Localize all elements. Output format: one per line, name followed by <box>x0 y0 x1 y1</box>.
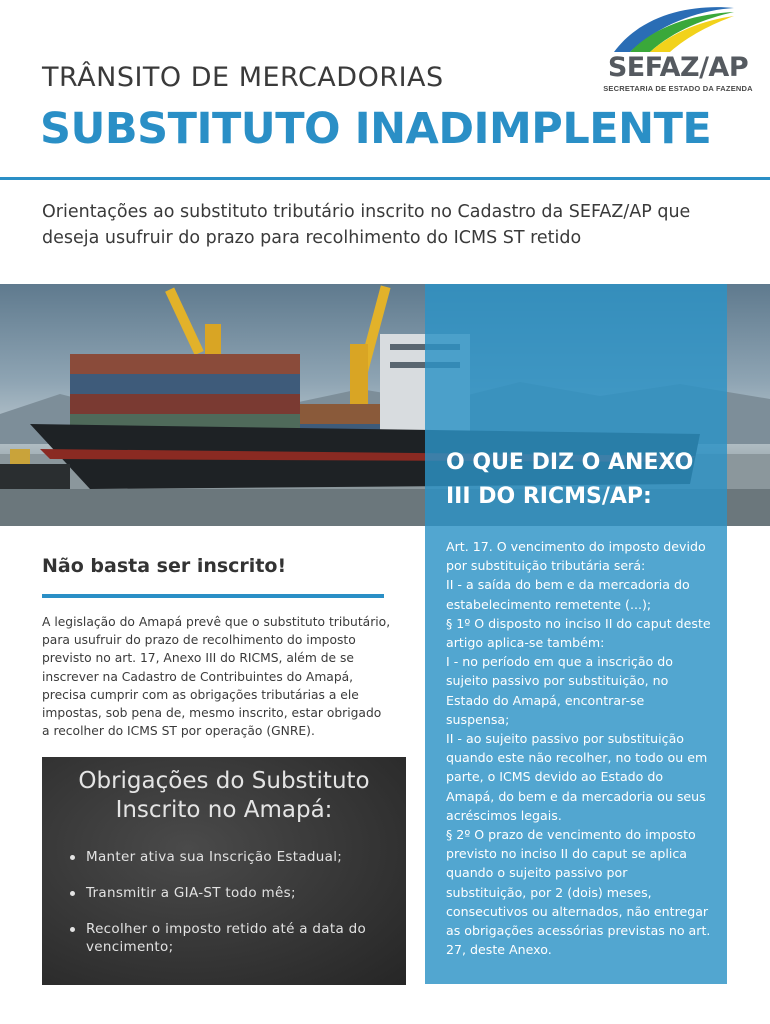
panel-title: O QUE DIZ O ANEXO III DO RICMS/AP: <box>446 450 694 509</box>
supertitle: TRÂNSITO DE MERCADORIAS <box>42 62 444 93</box>
intro-text: Orientações ao substituto tributário inscrito no Cadastro da SEFAZ/AP que deseja usufruir do prazo para recolhimento do ICMS ST retido <box>42 202 691 248</box>
obligations-list <box>70 848 400 956</box>
chalkboard <box>42 757 406 985</box>
list-item-text: Transmitir a GIA-ST todo mês; <box>86 885 296 901</box>
sefaz-logo <box>590 4 766 92</box>
section-rule <box>42 594 384 598</box>
section-text: A legislação do Amapá prevê que o substituto tributário, para usufruir do prazo de recolhimento do imposto previsto no art. 17, Anexo III do RICMS, além de se inscrever na Cadastro de Contribuintes do Amapá, precisa cumprir com as obrigações tributárias a ele impostas, sob pena de, mesmo inscrito, estar obrigado a recolher do ICMS ST por operação (GNRE). <box>42 615 391 739</box>
bullet-icon <box>70 927 75 932</box>
section-heading: Não basta ser inscrito! <box>42 555 287 577</box>
list-item-text: Manter ativa sua Inscrição Estadual; <box>86 849 343 865</box>
list-item <box>70 920 400 956</box>
logo-name: SEFAZ/AP <box>607 52 749 83</box>
chalkboard-title: Obrigações do Substituto Inscrito no Amapá: <box>78 768 370 823</box>
panel-body: Art. 17. O vencimento do imposto devido por substituição tributária será: II - a saída do bem e da mercadoria do estabelecimento remetente (...); § 1º O disposto no inciso II do caput deste artigo aplica-se também: I - no período em que a inscrição do sujeito passivo por substituição, no Estado do Amapá, encontrar-se suspensa; II - ao sujeito passivo por substituição quando este não recolher, no todo ou em parte, o ICMS devido ao Estado do Amapá, do bem e da mercadoria ou seus acréscimos legais. § 2º O prazo de vencimento do imposto previsto no inciso II do caput se aplica quando o sujeito passivo por substituição, por 2 (dois) meses, consecutivos ou alternados, não entregar as obrigações acessórias previstas no art. 27, deste Anexo. <box>446 539 711 958</box>
bullet-icon <box>70 855 75 860</box>
logo-swoosh-icon <box>612 4 736 56</box>
list-item <box>70 848 400 866</box>
list-item <box>70 884 400 902</box>
page-title: SUBSTITUTO INADIMPLENTE <box>40 104 712 154</box>
header-divider <box>0 177 770 180</box>
logo-subtitle: SECRETARIA DE ESTADO DA FAZENDA <box>603 84 753 93</box>
bullet-icon <box>70 891 75 896</box>
list-item-text: Recolher o imposto retido até a data do vencimento; <box>86 921 367 955</box>
